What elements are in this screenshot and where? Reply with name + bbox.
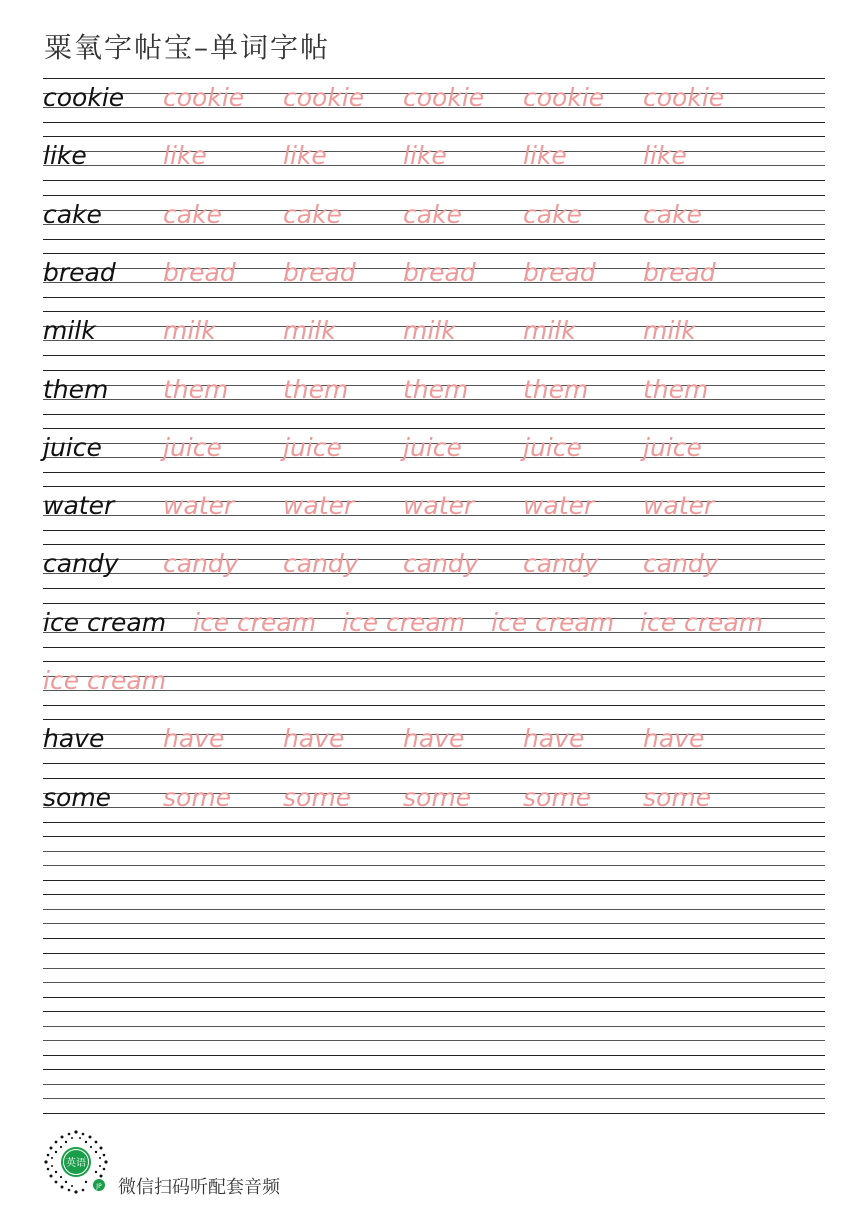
ruled-line [43,705,825,706]
trace-word: juice [643,432,702,462]
ruled-line [43,1055,825,1056]
practice-row [43,253,825,297]
trace-word: ice cream [43,666,167,695]
trace-word: cake [283,199,342,229]
trace-word: them [643,374,709,404]
model-word: have [43,724,105,754]
trace-word: have [283,724,345,754]
ruled-line [43,822,825,823]
trace-word: water [403,491,475,521]
trace-word: cake [643,199,702,229]
trace-word: some [403,782,472,812]
model-word: cookie [43,83,125,112]
page-title: 粟氧字帖宝–单词字帖 [44,31,331,64]
footer [42,1128,342,1198]
trace-word: some [163,782,232,812]
trace-word: candy [643,549,719,579]
model-word: ice cream [43,607,167,637]
trace-word: cookie [643,83,725,112]
ruled-line [43,1113,825,1114]
model-word: cake [43,199,102,229]
trace-word: ice cream [491,607,615,637]
trace-word: milk [403,316,456,346]
trace-word: like [163,141,207,171]
trace-word: juice [403,432,462,462]
ruled-line [43,763,825,764]
trace-word: water [643,491,715,521]
practice-row [43,1069,825,1113]
trace-word: some [523,782,592,812]
trace-word: candy [283,549,359,579]
practice-row [43,370,825,414]
trace-word: juice [523,432,582,462]
trace-word: cake [523,199,582,229]
trace-word: have [643,724,705,754]
trace-word: like [643,141,687,171]
trace-word: cookie [523,83,605,112]
trace-word: have [523,724,585,754]
trace-word: cookie [163,83,245,112]
trace-word: milk [163,316,216,346]
trace-word: candy [163,549,239,579]
trace-word: milk [523,316,576,346]
model-word: like [43,141,87,171]
ruled-line [43,588,825,589]
model-word: milk [43,316,96,346]
practice-row [43,953,825,997]
trace-word: water [523,491,595,521]
trace-word: them [283,374,349,404]
practice-row [43,544,825,588]
ruled-line [43,880,825,881]
trace-word: bread [163,257,236,287]
trace-word: milk [643,316,696,346]
trace-word: cake [163,199,222,229]
trace-word: like [523,141,567,171]
ruled-line [43,997,825,998]
practice-row [43,661,825,705]
trace-word: them [403,374,469,404]
model-word: juice [43,432,102,462]
ruled-line [43,472,825,473]
trace-word: bread [643,257,716,287]
trace-word: some [643,782,712,812]
ruled-line [43,297,825,298]
trace-word: bread [403,257,476,287]
trace-word: them [523,374,589,404]
trace-word: bread [523,257,596,287]
qr-code-icon [42,1128,110,1196]
model-word: bread [43,257,116,287]
practice-row [43,486,825,530]
trace-word: bread [283,257,356,287]
practice-row [43,836,825,880]
practice-row [43,136,825,180]
practice-row [43,195,825,239]
model-word: them [43,374,109,404]
trace-word: have [403,724,465,754]
ruled-line [43,239,825,240]
ruled-line [43,414,825,415]
practice-row [43,1011,825,1055]
practice-row [43,428,825,472]
practice-row [43,894,825,938]
trace-word: ice cream [342,607,466,637]
trace-word: have [163,724,225,754]
handwriting-sheet [43,0,825,1227]
practice-row [43,311,825,355]
model-word: some [43,782,112,812]
model-word: water [43,491,115,521]
trace-word: cake [403,199,462,229]
practice-row [43,778,825,822]
qr-corner-text: JP [96,1183,102,1190]
trace-word: them [163,374,229,404]
trace-word: some [283,782,352,812]
trace-word: ice cream [193,607,317,637]
trace-word: candy [523,549,599,579]
ruled-line [43,647,825,648]
qr-badge-text: 英语 [66,1158,86,1169]
footer-caption: 微信扫码听配套音频 [118,1177,280,1198]
trace-word: juice [283,432,342,462]
trace-word: juice [163,432,222,462]
trace-word: water [163,491,235,521]
practice-row [43,78,825,122]
trace-word: like [403,141,447,171]
ruled-line [43,530,825,531]
ruled-line [43,355,825,356]
ruled-line [43,122,825,123]
model-word: candy [43,549,119,579]
trace-word: milk [283,316,336,346]
trace-word: candy [403,549,479,579]
trace-word: like [283,141,327,171]
trace-word: cookie [403,83,485,112]
ruled-line [43,938,825,939]
trace-word: water [283,491,355,521]
trace-word: cookie [283,83,365,112]
trace-word: ice cream [640,607,764,637]
ruled-line [43,180,825,181]
practice-row [43,719,825,763]
practice-row [43,603,825,647]
